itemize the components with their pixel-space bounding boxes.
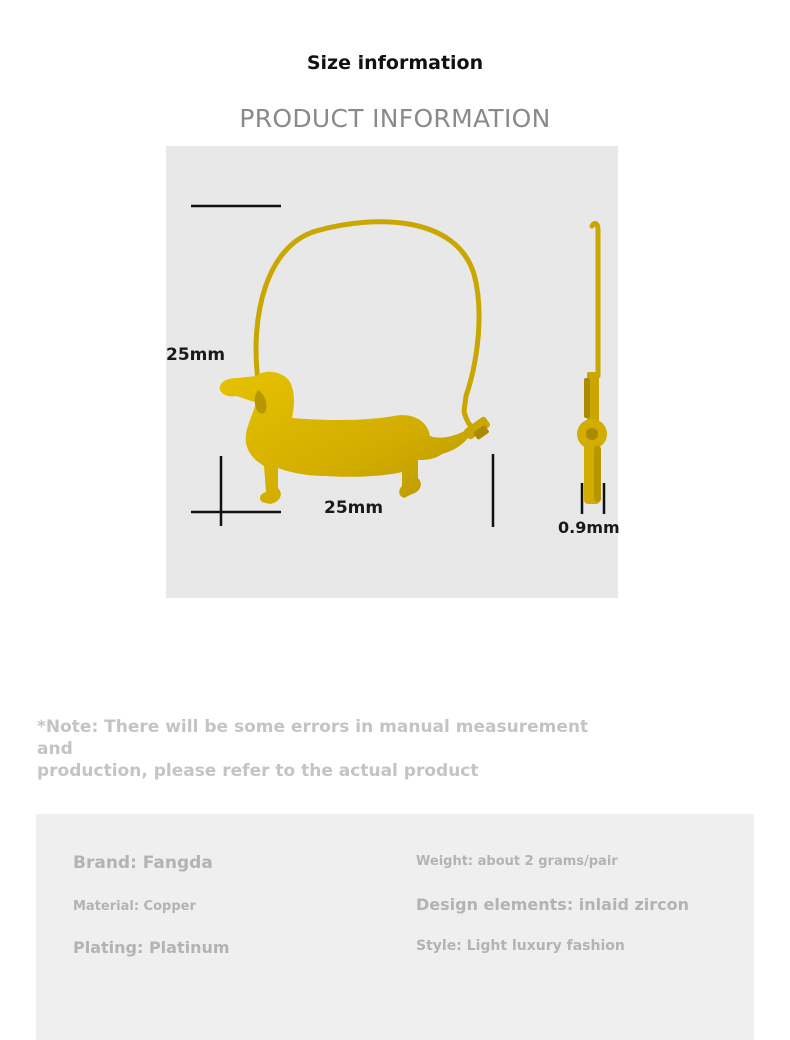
section-subtitle: PRODUCT INFORMATION [239,104,551,133]
spec-material: Material: Copper [73,899,196,914]
spec-brand: Brand: Fangda [73,853,213,873]
product-size-diagram [166,146,618,598]
spec-design: Design elements: inlaid zircon [416,895,690,914]
specifications-panel [36,814,754,1040]
earring-side-view [577,223,607,504]
spec-weight: Weight: about 2 grams/pair [416,854,618,869]
earring-illustration [166,146,618,598]
spec-style: Style: Light luxury fashion [416,938,625,954]
thickness-label: 0.9mm [558,518,620,537]
spec-plating: Plating: Platinum [73,938,230,957]
measurement-note [37,716,597,782]
note-line-1: *Note: There will be some errors in manual measurement and [37,717,589,759]
width-label: 25mm [324,498,384,518]
note-line-2: production, please refer to the actual product [37,761,479,781]
height-label: 25mm [166,345,226,365]
page-title: Size information [306,52,484,74]
dimension-lines [191,206,604,527]
